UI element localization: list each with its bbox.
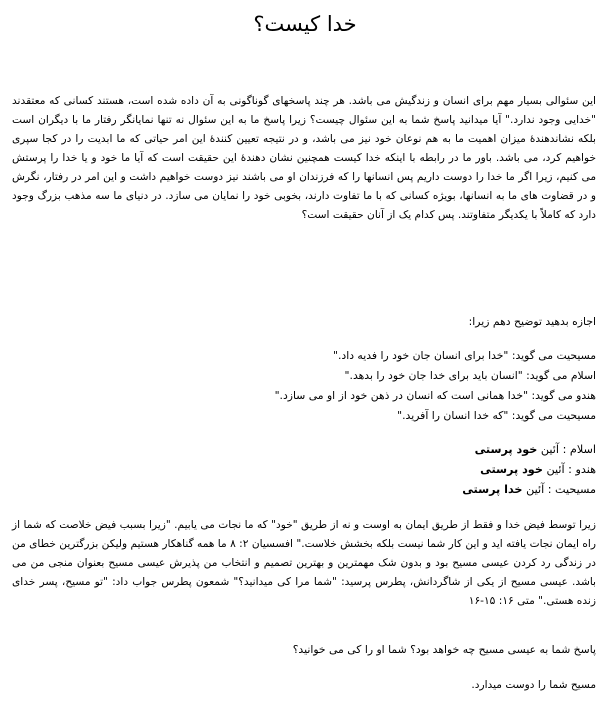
- religion-islam: [475, 440, 596, 459]
- closing-statement: مسیح شما را دوست میدارد.: [471, 679, 596, 691]
- page-title: خدا کیست؟: [253, 12, 357, 36]
- intro-paragraph: این سئوالی بسیار مهم برای انسان و زندگیش می باشد. هر چند پاسخهای گوناگونی به آن داده شده است، هستند کسانی که معتقدند "خدایی وجود ندارد." آیا میدانید پاسخ شما به این سئوال چیست؟ زیرا پاسخ ما به این سئوال نه تنها نمایانگر رفتار ما با دیگران است بلکه نشاندهندهٔ میزان اهمیت ما به هم نوعان خود نیز می باشد، و در نتیجه تعیین کنندهٔ این امر حیاتی که ما ابدیت را در کجا سپری خواهیم کرد، می باشد. باور ما در رابطه با اینکه خدا کیست همچنین نشان دهندهٔ این حقیقت است که آیا ما خود و یا خدا را پرستش می کنیم، زیرا اگر ما خدا را دوست داریم پس انسانها را که فرزندان او می باشند نیز دوست خواهیم داشت و این امر در رفتار، نگرش و در قضاوت های ما به انسانها، بویژه کسانی که با ما تفاوت دارند، بخوبی خود را نمایان می سازد. در دنیای ما سه مذهب بزرگ وجود دارد که کاملاً با یکدیگر متفاوتند. پس کدام یک از آنان حقیقت است؟: [12, 95, 596, 221]
- religion-label: اسلام : آئین: [540, 443, 596, 456]
- explanation-intro: اجازه بدهید توضیح دهم زیرا:: [468, 315, 596, 328]
- religion-label: هندو : آئین: [546, 463, 596, 476]
- religion-worship: خود پرستی: [474, 443, 538, 456]
- claim-christianity-2: مسیحیت می گوید: "که خدا انسان را آفرید.": [397, 409, 596, 422]
- claim-islam: اسلام می گوید: "انسان باید برای خدا جان خود را بدهد.": [344, 369, 596, 382]
- religion-christianity: [462, 480, 596, 499]
- claim-hindu: هندو می گوید: "خدا همانی است که انسان در ذهن خود از او می سازد.": [274, 389, 596, 402]
- religion-label: مسیحیت : آئین: [526, 483, 596, 496]
- claim-christianity-1: مسیحیت می گوید: "خدا برای انسان جان خود را فدیه داد.": [332, 349, 596, 362]
- religion-hindu: [480, 460, 596, 479]
- salvation-paragraph: زیرا توسط فیض خدا و فقط از طریق ایمان به اوست و نه از طریق "خود" که ما نجات می یابیم. "زیرا بسبب فیض خلاصت که شما از راه ایمان نجات یافته اید و این کار شما نیست بلکه بخشش خلاست." افسسیان ۲: ۸ ما همه گناهکار هستیم ولیکن بزرگترین خطای من در زندگی رد کردن عیسی مسیح بود و بدون شک مهمترین و بهترین تصمیم و انتخاب من پذیرش عیسی مسیح بعنوان منجی من می باشد. عیسی مسیح از یکی از شاگردانش، پطرس پرسید: "شما مرا کی میدانید؟" شمعون پطرس جواب داد: "تو مسیح، پسر خدای زنده هستی." متی ۱۶: ۱۵-۱۶: [12, 519, 596, 607]
- religion-worship: خود پرستی: [480, 463, 543, 476]
- religion-worship: خدا پرستی: [462, 483, 523, 496]
- closing-question: پاسخ شما به عیسی مسیح چه خواهد بود؟ شما او را کی می خوانید؟: [292, 643, 596, 656]
